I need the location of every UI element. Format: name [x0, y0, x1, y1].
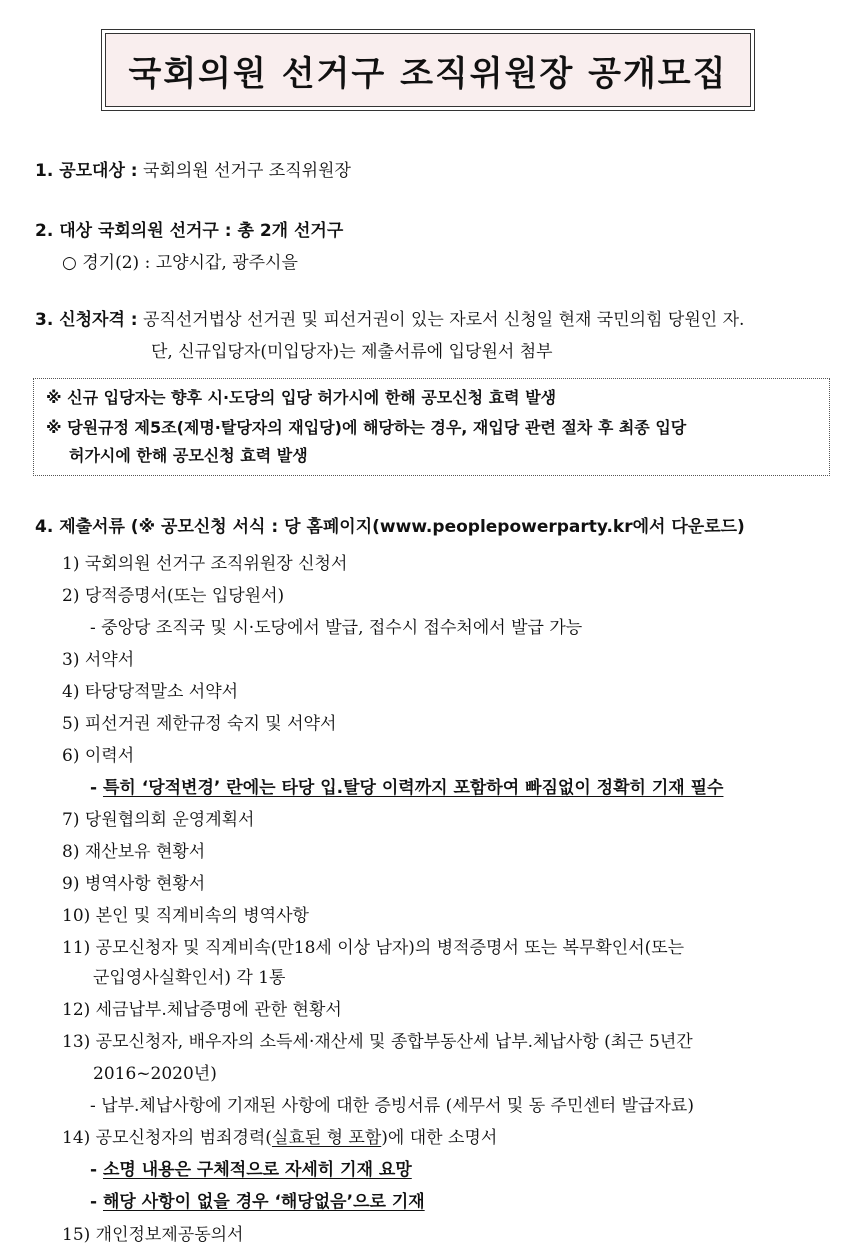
doc-item-6: 6) 이력서: [62, 746, 135, 766]
doc-item-7: 7) 당원협의회 운영계획서: [62, 810, 255, 830]
doc-item-9: 9) 병역사항 현황서: [62, 874, 206, 894]
section-4-header: 4. 제출서류 (※ 공모신청 서식 : 당 홈페이지(www.peoplepowerparty.kr에서 다운로드): [35, 517, 745, 537]
section-3: [35, 309, 744, 331]
doc-item-14-sub-2-text: 해당 사항이 없을 경우 ‘해당없음’으로 기재: [102, 1192, 425, 1212]
doc-item-13: 13) 공모신청자, 배우자의 소득세·재산세 및 종합부동산세 납부.체납사항 (최근 5년간: [62, 1032, 693, 1052]
section-1-value: 국회의원 선거구 조직위원장: [143, 161, 351, 181]
section-2-label: 2. 대상 국회의원 선거구 : 총 2개 선거구: [35, 221, 344, 241]
doc-item-14-sub-2-dash: -: [90, 1192, 103, 1212]
doc-item-14-sub-2: [90, 1191, 425, 1213]
doc-item-10: 10) 본인 및 직계비속의 병역사항: [62, 906, 309, 926]
doc-item-3: 3) 서약서: [62, 650, 135, 670]
doc-item-11: 11) 공모신청자 및 직계비속(만18세 이상 남자)의 병적증명서 또는 복무확인서(또는: [62, 938, 685, 958]
section-1-label: 1. 공모대상 :: [35, 161, 138, 181]
section-3-label: 3. 신청자격 :: [35, 310, 138, 330]
doc-item-6-sub-dash: -: [90, 778, 103, 798]
doc-item-4: 4) 타당당적말소 서약서: [62, 682, 239, 702]
doc-item-14-pre: 14) 공모신청자의 범죄경력(: [62, 1128, 272, 1148]
doc-item-14-sub-1-text: 소명 내용은 구체적으로 자세히 기재 요망: [102, 1160, 412, 1180]
notice-box: [33, 378, 830, 476]
doc-item-2: 2) 당적증명서(또는 입당원서): [62, 586, 285, 606]
doc-item-13-cont: 2016~2020년): [93, 1064, 217, 1084]
section-3-line2: 단, 신규입당자(미입당자)는 제출서류에 입당원서 첨부: [151, 342, 553, 362]
doc-item-12: 12) 세금납부.체납증명에 관한 현황서: [62, 1000, 342, 1020]
doc-item-1: 1) 국회의원 선거구 조직위원장 신청서: [62, 554, 348, 574]
doc-item-14-sub-1: [90, 1159, 412, 1181]
doc-item-14-post: )에 대한 소명서: [381, 1128, 498, 1148]
page-title: 국회의원 선거구 조직위원장 공개모집: [128, 53, 728, 94]
doc-item-13-sub: - 납부.체납사항에 기재된 사항에 대한 증빙서류 (세무서 및 동 주민센터 발급자료): [90, 1096, 694, 1116]
notice-line-2: ※ 당원규정 제5조(제명·탈당자의 재입당)에 해당하는 경우, 재입당 관련 절차 후 최종 입당: [46, 418, 687, 437]
doc-item-6-sub: [90, 777, 723, 799]
notice-line-3: 허가시에 한해 공모신청 효력 발생: [69, 446, 308, 465]
doc-item-14-underlined: 실효된 형 포함: [271, 1128, 382, 1148]
doc-item-14: [62, 1127, 497, 1149]
doc-item-8: 8) 재산보유 현황서: [62, 842, 206, 862]
doc-item-2-sub: - 중앙당 조직국 및 시·도당에서 발급, 접수시 접수처에서 발급 가능: [90, 618, 583, 638]
title-box: [101, 29, 755, 111]
section-2-item: ○ 경기(2) : 고양시갑, 광주시을: [62, 253, 298, 273]
doc-item-6-sub-text: 특히 ‘당적변경’ 란에는 타당 입.탈당 이력까지 포함하여 빠짐없이 정확히 기재 필수: [102, 778, 724, 798]
section-1: [35, 160, 351, 182]
doc-item-11-cont: 군입영사실확인서) 각 1통: [93, 968, 286, 988]
title-inner: [105, 33, 751, 107]
doc-item-14-sub-1-dash: -: [90, 1160, 103, 1180]
notice-line-1: ※ 신규 입당자는 향후 시·도당의 입당 허가시에 한해 공모신청 효력 발생: [46, 388, 557, 407]
section-3-line1: 공직선거법상 선거권 및 피선거권이 있는 자로서 신청일 현재 국민의힘 당원인 자.: [143, 310, 745, 330]
doc-item-15: 15) 개인정보제공동의서: [62, 1225, 244, 1245]
doc-item-5: 5) 피선거권 제한규정 숙지 및 서약서: [62, 714, 337, 734]
